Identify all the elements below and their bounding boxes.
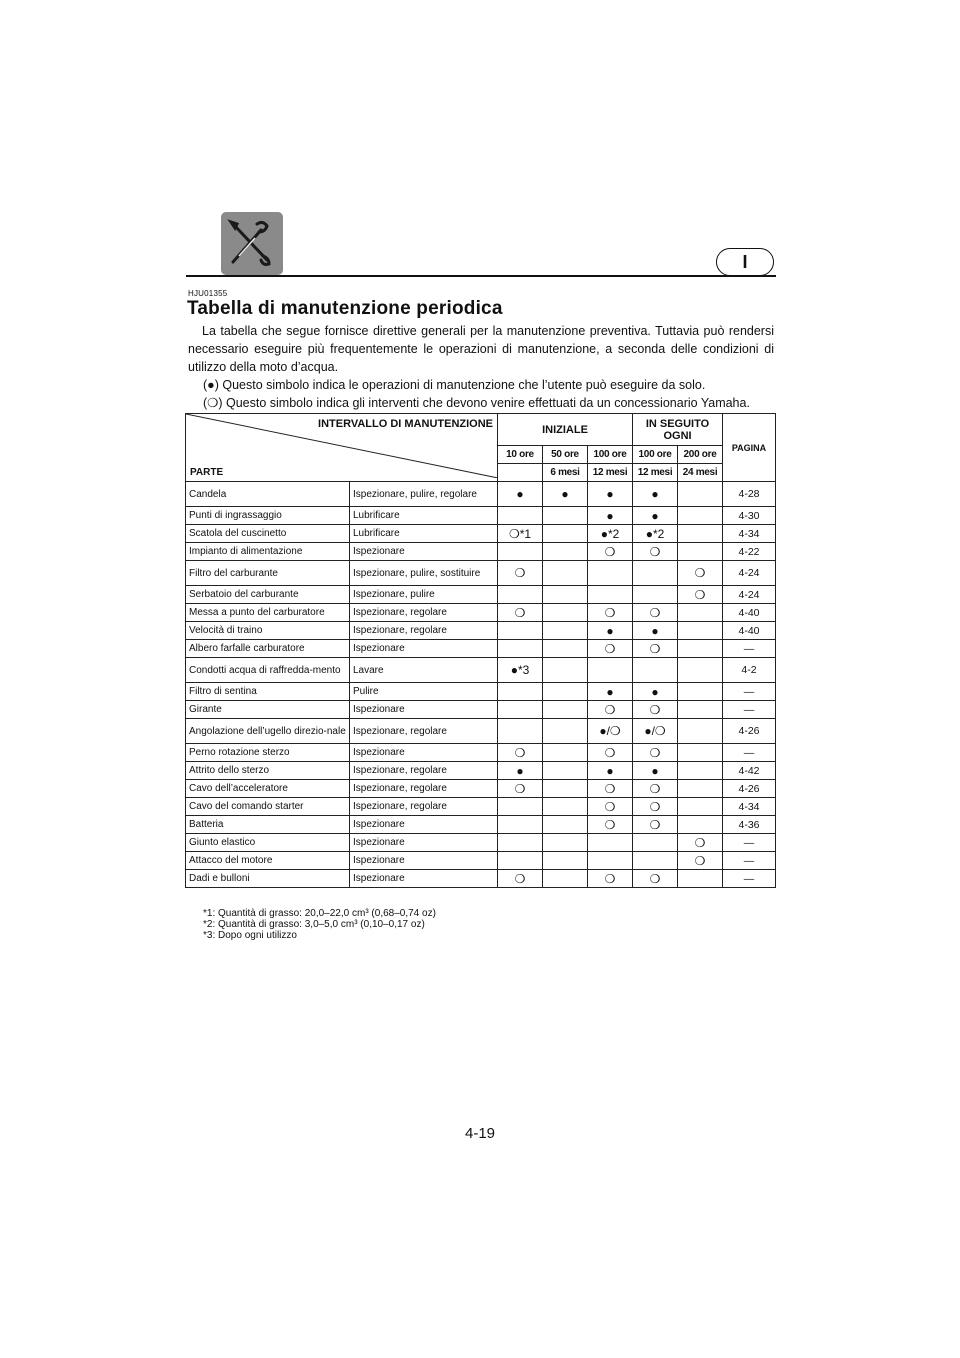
page-ref-cell: — (723, 834, 776, 852)
schedule-cell (543, 525, 588, 543)
schedule-cell (678, 622, 723, 640)
schedule-cell (678, 658, 723, 683)
interval-label: INTERVALLO DI MANUTENZIONE (318, 418, 493, 430)
schedule-cell (588, 561, 633, 586)
page-ref-cell: — (723, 852, 776, 870)
schedule-cell (543, 622, 588, 640)
schedule-cell: ❍ (678, 834, 723, 852)
page-ref-cell: — (723, 701, 776, 719)
schedule-cell (498, 683, 543, 701)
schedule-cell (543, 870, 588, 888)
schedule-cell: ❍ (633, 780, 678, 798)
schedule-cell: ❍ (588, 780, 633, 798)
part-cell: Cavo del comando starter (186, 798, 350, 816)
schedule-cell (543, 604, 588, 622)
language-badge: I (716, 248, 774, 276)
schedule-cell: ❍ (633, 816, 678, 834)
schedule-cell (543, 658, 588, 683)
table-row (186, 586, 776, 604)
part-cell: Batteria (186, 816, 350, 834)
schedule-cell: ❍ (588, 744, 633, 762)
schedule-cell: ● (543, 482, 588, 507)
hours-header: 100 ore (588, 446, 633, 464)
schedule-cell (678, 762, 723, 780)
schedule-cell: ❍ (498, 744, 543, 762)
part-cell: Girante (186, 701, 350, 719)
document-code: HJU01355 (188, 289, 228, 298)
page-ref-cell: 4-26 (723, 780, 776, 798)
intro-text: La tabella che segue fornisce direttive generali per la manutenzione preventiva. Tuttavia può rendersi necessario eseguire più frequentemente le operazioni di manutenzione, a seconda delle condizioni di utilizzo della moto d’acqua. (188, 324, 774, 374)
months-header-empty (498, 464, 543, 482)
part-cell: Albero farfalle carburatore (186, 640, 350, 658)
part-cell: Velocità di traino (186, 622, 350, 640)
schedule-cell (543, 701, 588, 719)
schedule-cell (633, 852, 678, 870)
schedule-cell (588, 852, 633, 870)
action-cell: Ispezionare, regolare (350, 622, 498, 640)
action-cell: Ispezionare (350, 852, 498, 870)
schedule-cell: ❍ (588, 640, 633, 658)
part-cell: Giunto elastico (186, 834, 350, 852)
table-row (186, 701, 776, 719)
intro-paragraph (188, 322, 774, 376)
page-ref-cell: 4-22 (723, 543, 776, 561)
schedule-cell (678, 507, 723, 525)
page-ref-cell: 4-24 (723, 586, 776, 604)
schedule-cell (678, 719, 723, 744)
months-header: 6 mesi (543, 464, 588, 482)
table-row (186, 798, 776, 816)
page-ref-cell: 4-30 (723, 507, 776, 525)
footnotes (203, 908, 436, 941)
header-rule (186, 275, 776, 277)
table-row (186, 561, 776, 586)
schedule-cell: ❍ (498, 604, 543, 622)
schedule-cell: ● (498, 762, 543, 780)
schedule-cell (633, 561, 678, 586)
schedule-cell: ●/❍ (588, 719, 633, 744)
schedule-cell (678, 870, 723, 888)
schedule-cell (498, 798, 543, 816)
schedule-cell: ❍ (633, 543, 678, 561)
action-cell: Ispezionare (350, 870, 498, 888)
maintenance-tools-icon (221, 212, 283, 275)
schedule-cell: ❍ (633, 744, 678, 762)
table-row (186, 525, 776, 543)
action-cell: Ispezionare, regolare (350, 798, 498, 816)
schedule-cell (498, 543, 543, 561)
page-header: PAGINA (723, 414, 776, 482)
table-row (186, 604, 776, 622)
schedule-cell: ●*3 (498, 658, 543, 683)
table-row (186, 482, 776, 507)
table-row (186, 780, 776, 798)
page-ref-cell: 4-26 (723, 719, 776, 744)
action-cell: Ispezionare, regolare (350, 604, 498, 622)
action-cell: Ispezionare, pulire, regolare (350, 482, 498, 507)
schedule-cell (498, 719, 543, 744)
action-cell: Ispezionare, regolare (350, 762, 498, 780)
schedule-cell: ● (588, 482, 633, 507)
part-label: PARTE (190, 467, 224, 478)
table-row (186, 507, 776, 525)
schedule-cell: ❍ (678, 561, 723, 586)
after-header: IN SEGUITO OGNI (633, 414, 723, 446)
legend-dealer-symbol: (❍) Questo simbolo indica gli interventi che devono venire effettuati da un concessionario Yamaha. (203, 396, 750, 410)
part-cell: Perno rotazione sterzo (186, 744, 350, 762)
part-cell: Serbatoio del carburante (186, 586, 350, 604)
schedule-cell (498, 640, 543, 658)
page-ref-cell: — (723, 640, 776, 658)
table-row (186, 543, 776, 561)
schedule-cell: ❍ (633, 640, 678, 658)
action-cell: Lubrificare (350, 507, 498, 525)
schedule-cell: ❍ (588, 870, 633, 888)
footnote: *3: Dopo ogni utilizzo (203, 930, 297, 941)
schedule-cell: ❍ (588, 543, 633, 561)
schedule-cell (678, 525, 723, 543)
legend-user-symbol: (●) Questo simbolo indica le operazioni di manutenzione che l’utente può eseguire da solo. (203, 378, 706, 392)
schedule-cell: ❍ (633, 798, 678, 816)
schedule-cell: ❍ (633, 870, 678, 888)
hours-header: 10 ore (498, 446, 543, 464)
schedule-cell (588, 658, 633, 683)
schedule-cell: ❍ (588, 798, 633, 816)
part-cell: Attacco del motore (186, 852, 350, 870)
schedule-cell: ❍ (498, 561, 543, 586)
schedule-cell (543, 507, 588, 525)
schedule-cell (678, 744, 723, 762)
page-ref-cell: 4-34 (723, 525, 776, 543)
schedule-cell (498, 834, 543, 852)
page-ref-cell: — (723, 744, 776, 762)
action-cell: Ispezionare, pulire, sostituire (350, 561, 498, 586)
schedule-cell: ● (588, 507, 633, 525)
page-ref-cell: 4-42 (723, 762, 776, 780)
action-cell: Lavare (350, 658, 498, 683)
schedule-cell (588, 586, 633, 604)
part-cell: Condotti acqua di raffredda-mento (186, 658, 350, 683)
table-row (186, 622, 776, 640)
part-cell: Cavo dell’acceleratore (186, 780, 350, 798)
schedule-cell: ● (588, 622, 633, 640)
schedule-cell (678, 683, 723, 701)
action-cell: Ispezionare, regolare (350, 719, 498, 744)
page-ref-cell: 4-24 (723, 561, 776, 586)
schedule-cell: ●*2 (633, 525, 678, 543)
schedule-cell (678, 640, 723, 658)
schedule-cell (543, 744, 588, 762)
schedule-cell (543, 816, 588, 834)
footnote: *2: Quantità di grasso: 3,0–5,0 cm³ (0,10–0,17 oz) (203, 919, 425, 930)
schedule-cell: ❍ (678, 586, 723, 604)
table-row (186, 852, 776, 870)
part-cell: Dadi e bulloni (186, 870, 350, 888)
page-ref-cell: 4-40 (723, 622, 776, 640)
part-cell: Punti di ingrassaggio (186, 507, 350, 525)
schedule-cell (543, 640, 588, 658)
schedule-cell: ❍ (498, 780, 543, 798)
schedule-cell (543, 719, 588, 744)
table-row (186, 719, 776, 744)
schedule-cell: ●*2 (588, 525, 633, 543)
action-cell: Ispezionare (350, 701, 498, 719)
schedule-cell (588, 834, 633, 852)
schedule-cell: ❍ (633, 604, 678, 622)
schedule-cell: ❍ (588, 604, 633, 622)
schedule-cell (678, 780, 723, 798)
table-row (186, 816, 776, 834)
part-cell: Scatola del cuscinetto (186, 525, 350, 543)
action-cell: Lubrificare (350, 525, 498, 543)
schedule-cell: ❍ (633, 701, 678, 719)
page-ref-cell: — (723, 870, 776, 888)
hours-header: 50 ore (543, 446, 588, 464)
action-cell: Ispezionare, regolare (350, 780, 498, 798)
schedule-cell (633, 834, 678, 852)
schedule-cell: ❍ (588, 701, 633, 719)
schedule-cell (678, 798, 723, 816)
schedule-cell (498, 852, 543, 870)
schedule-cell: ● (588, 683, 633, 701)
schedule-cell: ● (633, 507, 678, 525)
part-cell: Impianto di alimentazione (186, 543, 350, 561)
schedule-cell (633, 586, 678, 604)
schedule-cell (498, 507, 543, 525)
action-cell: Ispezionare, pulire (350, 586, 498, 604)
table-row (186, 658, 776, 683)
schedule-cell: ● (588, 762, 633, 780)
schedule-cell (678, 816, 723, 834)
schedule-cell: ❍*1 (498, 525, 543, 543)
months-header: 12 mesi (633, 464, 678, 482)
schedule-cell: ❍ (588, 816, 633, 834)
maintenance-table (185, 413, 776, 888)
schedule-cell (633, 658, 678, 683)
schedule-cell (498, 586, 543, 604)
part-cell: Filtro di sentina (186, 683, 350, 701)
hours-header: 200 ore (678, 446, 723, 464)
action-cell: Ispezionare (350, 834, 498, 852)
part-cell: Candela (186, 482, 350, 507)
initial-header: INIZIALE (498, 414, 633, 446)
part-cell: Filtro del carburante (186, 561, 350, 586)
page-number: 4-19 (464, 1125, 496, 1142)
schedule-cell (543, 543, 588, 561)
schedule-cell (498, 816, 543, 834)
schedule-cell: ● (633, 683, 678, 701)
page-ref-cell: 4-36 (723, 816, 776, 834)
schedule-cell (498, 701, 543, 719)
table-row (186, 640, 776, 658)
part-cell: Angolazione dell’ugello direzio-nale (186, 719, 350, 744)
table-row (186, 683, 776, 701)
table-row (186, 870, 776, 888)
schedule-cell: ❍ (498, 870, 543, 888)
page-ref-cell: 4-40 (723, 604, 776, 622)
months-header: 24 mesi (678, 464, 723, 482)
schedule-cell (543, 586, 588, 604)
part-cell: Attrito dello sterzo (186, 762, 350, 780)
schedule-cell (543, 762, 588, 780)
action-cell: Ispezionare (350, 543, 498, 561)
schedule-cell: ● (633, 622, 678, 640)
part-cell: Messa a punto del carburatore (186, 604, 350, 622)
action-cell: Ispezionare (350, 640, 498, 658)
schedule-cell (543, 852, 588, 870)
schedule-cell: ● (633, 482, 678, 507)
action-cell: Ispezionare (350, 816, 498, 834)
table-row (186, 744, 776, 762)
action-cell: Ispezionare (350, 744, 498, 762)
page-ref-cell: 4-2 (723, 658, 776, 683)
schedule-cell (678, 482, 723, 507)
months-header: 12 mesi (588, 464, 633, 482)
schedule-cell (678, 543, 723, 561)
schedule-cell (498, 622, 543, 640)
page-ref-cell: 4-28 (723, 482, 776, 507)
hours-header: 100 ore (633, 446, 678, 464)
schedule-cell (543, 561, 588, 586)
schedule-cell (543, 683, 588, 701)
schedule-cell (543, 834, 588, 852)
table-row (186, 762, 776, 780)
schedule-cell (678, 701, 723, 719)
header-diagonal-cell (186, 414, 498, 482)
page-ref-cell: — (723, 683, 776, 701)
footnote: *1: Quantità di grasso: 20,0–22,0 cm³ (0,68–0,74 oz) (203, 908, 436, 919)
page-title: Tabella di manutenzione periodica (187, 298, 503, 319)
schedule-cell (543, 780, 588, 798)
schedule-cell (543, 798, 588, 816)
page-ref-cell: 4-34 (723, 798, 776, 816)
schedule-cell: ● (498, 482, 543, 507)
schedule-cell: ❍ (678, 852, 723, 870)
table-row (186, 834, 776, 852)
table-header-row-1 (186, 414, 776, 446)
schedule-cell (678, 604, 723, 622)
schedule-cell: ●/❍ (633, 719, 678, 744)
schedule-cell: ● (633, 762, 678, 780)
action-cell: Pulire (350, 683, 498, 701)
